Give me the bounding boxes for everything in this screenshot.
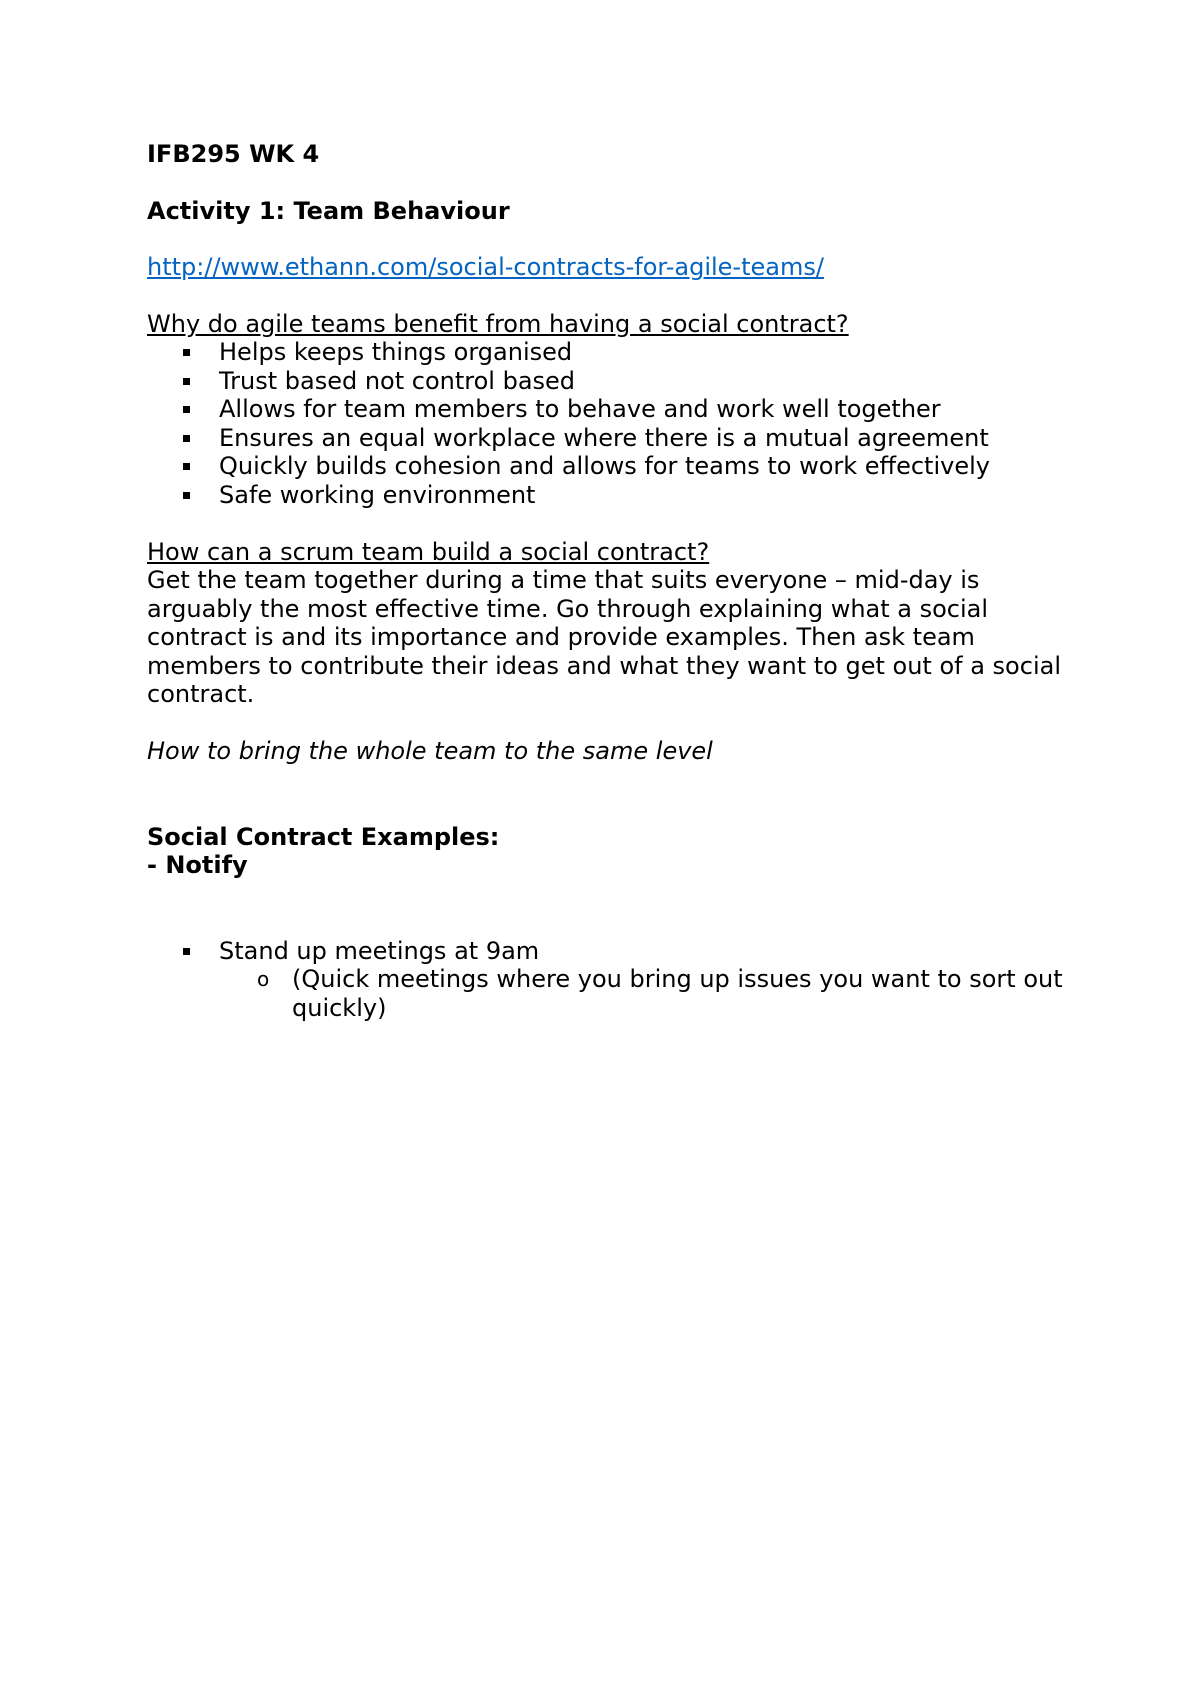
answer-build: Get the team together during a time that suits everyone – mid-day is arguably the most effective time. Go through explaining what a social contract is and its importance and provide examples. Then ask team members to contribute their ideas and what they want to get out of a social contract.	[147, 566, 1061, 708]
square-bullet-icon	[183, 435, 190, 442]
examples-sublist	[147, 965, 1067, 1022]
notify-label: - Notify	[147, 851, 248, 879]
square-bullet-icon	[183, 948, 190, 955]
list-item: Stand up meetings at 9am	[147, 937, 1067, 966]
list-item: o (Quick meetings where you bring up issues you want to sort out quickly)	[257, 965, 1063, 1022]
list-item: Ensures an equal workplace where there is a mutual agreement	[147, 424, 1067, 453]
list-item: Quickly builds cohesion and allows for teams to work effectively	[147, 452, 1067, 481]
activity-heading: Activity 1: Team Behaviour	[147, 196, 510, 225]
square-bullet-icon	[183, 349, 190, 356]
reference-link[interactable]: http://www.ethann.com/social-contracts-for-agile-teams/	[147, 253, 824, 281]
list-item: Safe working environment	[147, 481, 1067, 510]
question-build: How can a scrum team build a social contract?	[147, 537, 710, 566]
list-item: Allows for team members to behave and work well together	[147, 395, 1067, 424]
examples-heading: Social Contract Examples:	[147, 822, 500, 851]
question-benefits: Why do agile teams benefit from having a social contract?	[147, 309, 849, 338]
italic-note: How to bring the whole team to the same level	[147, 737, 713, 765]
list-item: Trust based not control based	[147, 367, 1067, 396]
square-bullet-icon	[183, 378, 190, 385]
examples-list	[147, 937, 1067, 966]
list-item: Helps keeps things organised	[147, 338, 1067, 367]
square-bullet-icon	[183, 463, 190, 470]
benefits-list	[147, 338, 1067, 509]
circle-bullet-icon: o	[257, 967, 270, 991]
square-bullet-icon	[183, 492, 190, 499]
square-bullet-icon	[183, 406, 190, 413]
document-title: IFB295 WK 4	[147, 140, 320, 168]
document-page	[147, 140, 1067, 1022]
link-line	[147, 253, 1067, 282]
